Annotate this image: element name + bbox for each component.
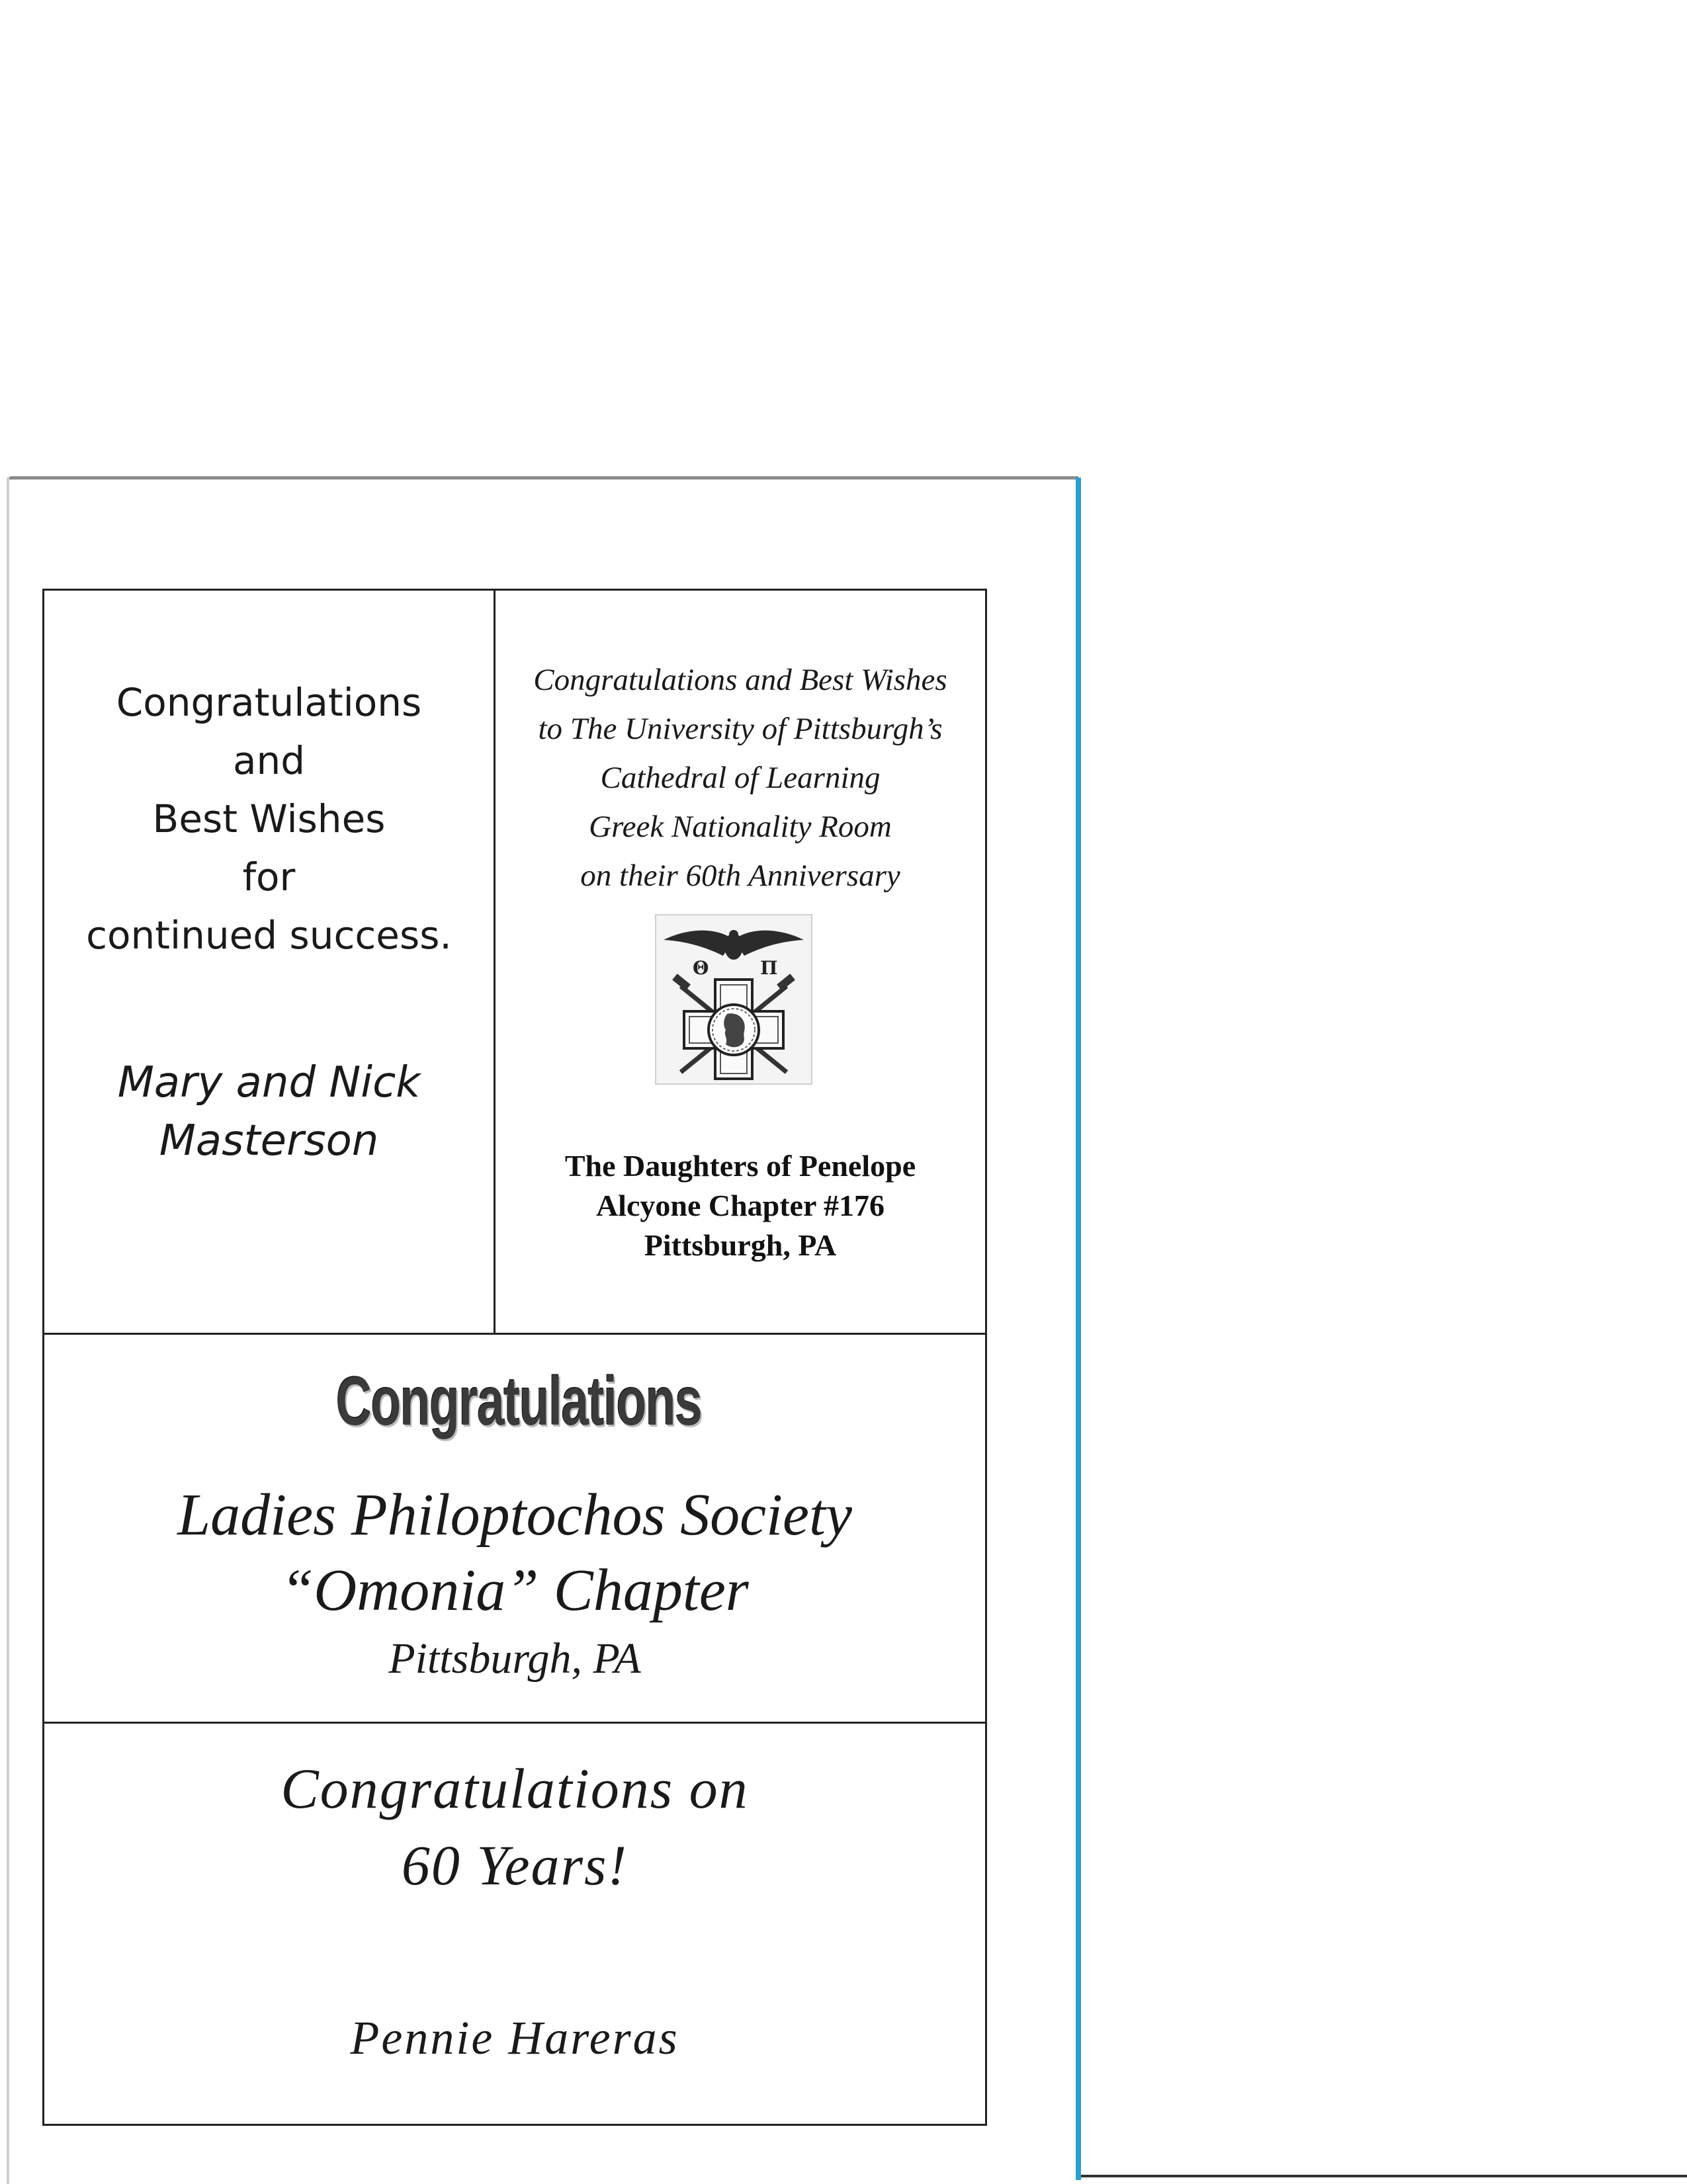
sheet-left-edge: [7, 478, 9, 2184]
philoptochos-ad: [44, 1335, 985, 1724]
masterson-name-line: Masterson: [159, 1116, 379, 1165]
penelope-org-line: Alcyone Chapter #176: [595, 1189, 885, 1222]
emblem-letter-pi: Π: [760, 957, 778, 979]
hareras-ad: [44, 1724, 985, 2124]
penelope-message-line: Cathedral of Learning: [600, 761, 881, 795]
masterson-message-line: Congratulations: [116, 680, 422, 725]
penelope-org-line: Pittsburgh, PA: [644, 1228, 837, 1262]
masterson-message-line: and: [232, 738, 306, 783]
society-city: Pittsburgh, PA: [388, 1634, 641, 1683]
penelope-org-line: The Daughters of Penelope: [564, 1149, 916, 1183]
sheet-top-edge: [7, 476, 1078, 490]
chapter-name: “Omonia” Chapter: [281, 1558, 749, 1623]
penelope-message-line: Congratulations and Best Wishes: [533, 663, 947, 697]
society-name: Ladies Philoptochos Society: [177, 1482, 852, 1548]
masterson-name-line: Mary and Nick: [117, 1058, 421, 1107]
masterson-message-line: for: [242, 855, 296, 900]
sheet-right-edge-blue: [1076, 478, 1081, 2180]
masterson-message: [44, 673, 494, 964]
ad-page-grid: [42, 589, 987, 2126]
hareras-signature: Pennie Hareras: [350, 2011, 679, 2064]
masterson-message-line: Best Wishes: [152, 796, 386, 841]
penelope-message-line: Greek Nationality Room: [589, 810, 892, 844]
congratulations-banner: Congratulations: [335, 1363, 702, 1440]
sheet-bottom-edge: [1081, 2175, 1687, 2177]
masterson-ad: [44, 591, 496, 1335]
penelope-message-line: to The University of Pittsburgh’s: [538, 712, 943, 746]
masterson-names: [44, 1054, 494, 1170]
penelope-ad: [496, 591, 985, 1335]
penelope-organization: [496, 1146, 985, 1265]
masterson-message-line: continued success.: [86, 913, 452, 958]
hareras-message-line: Congratulations on: [281, 1757, 749, 1820]
hareras-message: [44, 1750, 985, 1904]
penelope-message-line: on their 60th Anniversary: [580, 859, 900, 893]
hareras-message-line: 60 Years!: [401, 1833, 628, 1897]
daughters-of-penelope-emblem-icon: [654, 913, 813, 1085]
emblem-letter-theta: Θ: [693, 957, 709, 979]
penelope-message: [496, 655, 985, 900]
